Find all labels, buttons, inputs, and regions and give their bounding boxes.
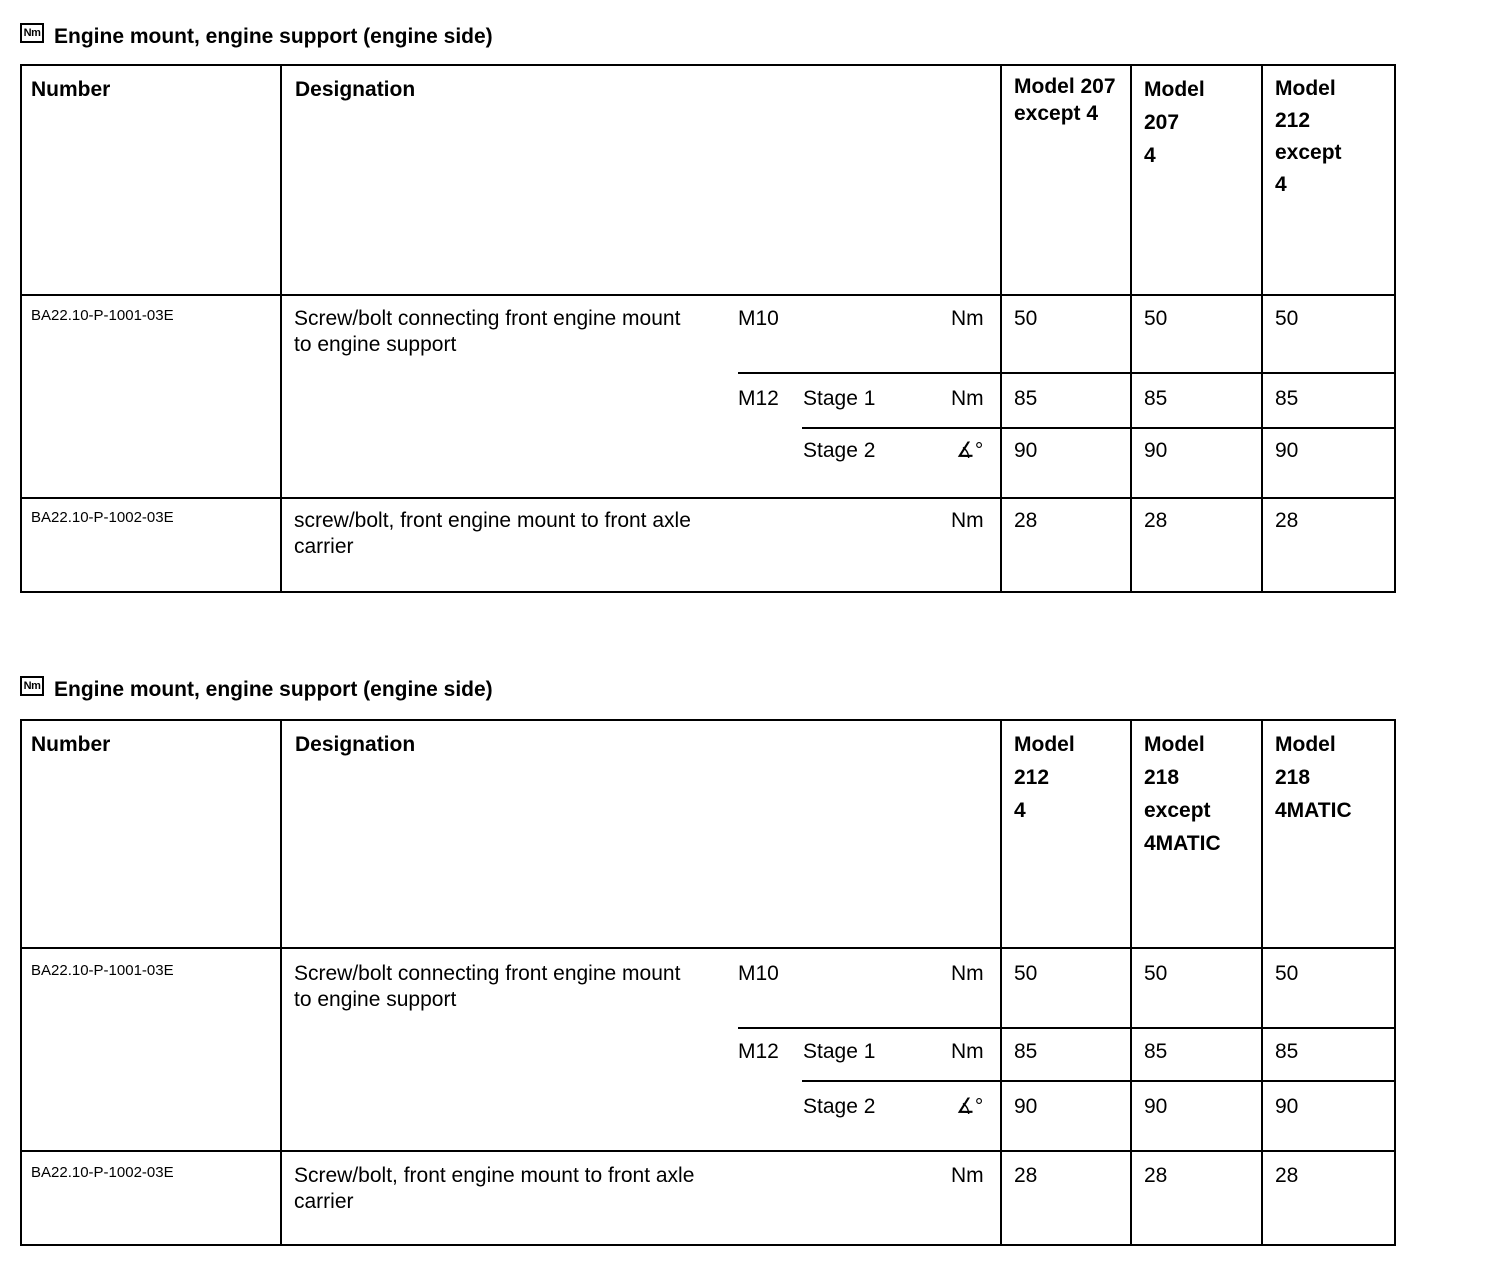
- torque-value: 28: [1275, 509, 1299, 532]
- header-model-col-3: Model 218 4MATIC: [1275, 733, 1352, 822]
- designation-text: Screw/bolt connecting front engine mount to engine support: [294, 962, 681, 1011]
- section-heading: [20, 675, 493, 705]
- torque-value: 90: [1275, 1095, 1299, 1118]
- thread-size: M10: [738, 307, 779, 330]
- torque-value: 85: [1275, 387, 1299, 410]
- header-model-col-3: Model 212 except 4: [1275, 77, 1342, 196]
- torque-nm-icon: Nm: [20, 23, 44, 43]
- section-title: Engine mount, engine support (engine side): [54, 678, 493, 701]
- part-number: BA22.10-P-1001-03E: [31, 307, 174, 324]
- torque-value: 28: [1144, 1164, 1168, 1187]
- header-model-col-1: Model 212 4: [1014, 733, 1075, 822]
- stage-label: Stage 2: [803, 1095, 876, 1118]
- torque-value: 28: [1014, 1164, 1038, 1187]
- thread-size: M10: [738, 962, 779, 985]
- torque-value: 85: [1144, 387, 1168, 410]
- part-number: BA22.10-P-1002-03E: [31, 509, 174, 526]
- torque-value: 50: [1014, 962, 1038, 985]
- torque-value: 90: [1014, 439, 1038, 462]
- stage-label: Stage 1: [803, 387, 876, 410]
- header-model-col-1: Model 207 except 4: [1014, 75, 1116, 125]
- angle-degree-icon: ∡°: [956, 1095, 984, 1118]
- designation-text: screw/bolt, front engine mount to front axle carrier: [294, 509, 691, 558]
- torque-value: 50: [1144, 962, 1168, 985]
- unit-nm: Nm: [951, 387, 984, 410]
- torque-table: [20, 719, 1396, 1248]
- torque-nm-icon: Nm: [20, 676, 44, 696]
- torque-value: 50: [1144, 307, 1168, 330]
- header-number: Number: [31, 78, 111, 101]
- unit-nm: Nm: [951, 962, 984, 985]
- torque-value: 28: [1275, 1164, 1299, 1187]
- thread-size: M12: [738, 1040, 779, 1063]
- torque-value: 90: [1144, 439, 1168, 462]
- torque-value: 85: [1275, 1040, 1299, 1063]
- stage-label: Stage 1: [803, 1040, 876, 1063]
- torque-value: 28: [1014, 509, 1038, 532]
- unit-nm: Nm: [951, 1040, 984, 1063]
- part-number: BA22.10-P-1001-03E: [31, 962, 174, 979]
- header-designation: Designation: [295, 733, 416, 756]
- torque-value: 90: [1014, 1095, 1038, 1118]
- header-model-col-2: Model 207 4: [1144, 78, 1205, 167]
- torque-value: 50: [1275, 962, 1299, 985]
- header-designation: Designation: [295, 78, 416, 101]
- torque-value: 28: [1144, 509, 1168, 532]
- designation-text: Screw/bolt, front engine mount to front axle carrier: [294, 1164, 695, 1213]
- torque-value: 85: [1144, 1040, 1168, 1063]
- designation-text: Screw/bolt connecting front engine mount to engine support: [294, 307, 681, 356]
- torque-value: 90: [1144, 1095, 1168, 1118]
- stage-label: Stage 2: [803, 439, 876, 462]
- torque-table: [20, 64, 1396, 594]
- header-number: Number: [31, 733, 111, 756]
- section-title: Engine mount, engine support (engine side): [54, 25, 493, 48]
- unit-nm: Nm: [951, 1164, 984, 1187]
- part-number: BA22.10-P-1002-03E: [31, 1164, 174, 1181]
- torque-value: 85: [1014, 387, 1038, 410]
- torque-value: 50: [1014, 307, 1038, 330]
- header-model-col-2: Model 218 except 4MATIC: [1144, 733, 1221, 855]
- unit-nm: Nm: [951, 509, 984, 532]
- unit-nm: Nm: [951, 307, 984, 330]
- torque-value: 90: [1275, 439, 1299, 462]
- section-heading: [20, 22, 493, 52]
- thread-size: M12: [738, 387, 779, 410]
- angle-degree-icon: ∡°: [956, 439, 984, 462]
- torque-value: 50: [1275, 307, 1299, 330]
- torque-value: 85: [1014, 1040, 1038, 1063]
